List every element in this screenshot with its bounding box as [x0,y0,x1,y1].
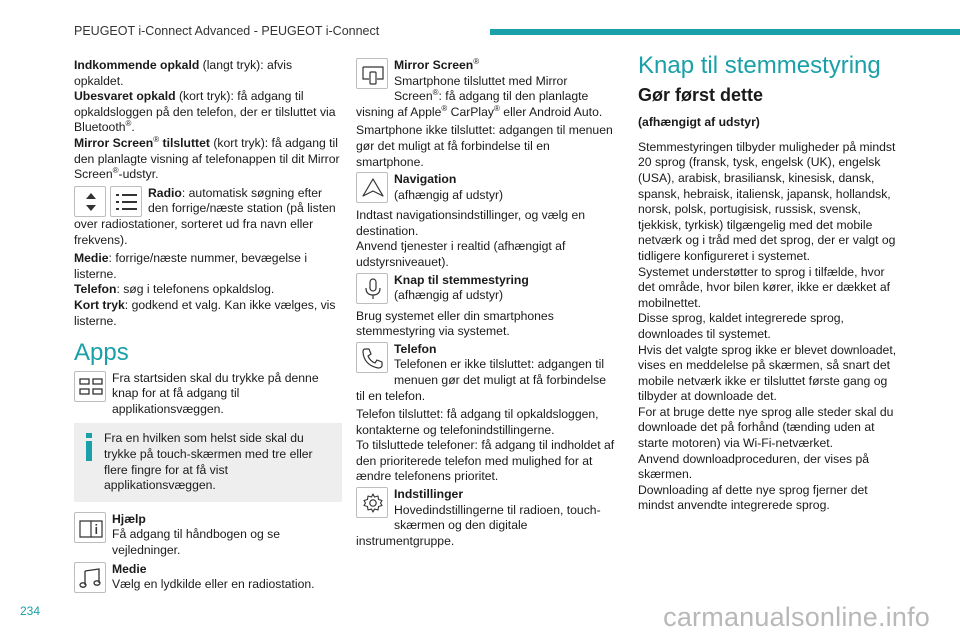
music-note-icon [74,562,106,593]
mirror-screen-block [356,58,618,120]
mirror-p1 [356,74,602,119]
mirror-screen-title: Mirror Screen [394,58,474,72]
incoming-call-label: Indkommende opkald [74,58,200,72]
registered-mark: ® [494,103,500,113]
column-left [74,58,342,598]
mirror-label: Mirror Screen [74,135,154,150]
apps-text: Fra startsiden skal du trykke på denne knap for at få adgang til applikationsvæggen. [112,370,319,416]
help-text: Få adgang til håndbogen og se vejledninger. [112,527,281,558]
paragraph-2: Systemet understøtter to sprog i tilfælde, hvor det område, hvor bilen kører, ikke er dækket af mobilnettet. [638,264,890,310]
registered-mark: ® [112,166,119,176]
mirror-p2: Smartphone ikke tilsluttet: adgangen til menuen gør det muligt at få forbindelse til en smartphone. [356,123,613,169]
help-title: Hjælp [112,511,146,526]
phone-handset-icon [356,342,388,373]
info-icon [86,433,92,461]
mirror-label-connected: tilsluttet [159,135,210,150]
registered-mark: ® [473,58,480,66]
up-down-arrows-icon [74,186,106,217]
equipment-note: (afhængigt af udstyr) [638,115,760,130]
mirror-connected-text: (kort tryk): få adgang til den planlagte visning af telefonappen til dit Mirror Screen [74,135,340,182]
settings-block [356,487,618,549]
telefon-block [356,342,618,404]
navigation-title: Navigation [394,172,457,187]
paragraph-short-press [74,298,342,329]
help-block [74,512,342,559]
short-press-label: Kort tryk [74,297,125,312]
mirror-screen-icon [356,58,388,89]
nav-title-line [356,172,618,203]
missed-call-text: (kort tryk): få adgang til opkaldsloggen på den telefon, der er tilsluttet via Bluetooth [74,89,336,135]
mirror-p1-a: Smartphone tilsluttet med Mirror Screen [394,73,568,104]
column-right [638,52,900,514]
paragraph-missed-call [74,89,342,136]
mirror-title-line [356,58,618,74]
registered-mark: ® [441,103,448,113]
medie-title: Medie [112,561,147,576]
media-text: : forrige/næste nummer, bevægelse i listerne. [74,251,308,281]
medie-block [74,562,342,595]
voice-block [356,273,618,306]
help-paragraph [74,512,342,559]
navigation-subtitle: (afhængig af udstyr) [394,187,504,202]
phone-text: : søg i telefonens opkaldslog. [116,282,275,297]
page-header-title: PEUGEOT i-Connect Advanced - PEUGEOT i-Connect [74,24,380,38]
radio-text: : automatisk søgning efter den forrige/næste station (på listen over radiostationer, sorteret ud fra navn eller frekvens). [74,185,336,247]
header-accent-bar [490,29,960,35]
telefon-title: Telefon [394,341,437,356]
book-help-icon [74,512,106,543]
paragraph-incoming-call [74,58,342,89]
media-label: Medie [74,251,109,266]
medie-paragraph [74,562,342,593]
radio-label: Radio [148,185,182,200]
incoming-call-text: (langt tryk): afvis opkaldet. [74,58,293,88]
paragraph-phone [74,282,342,298]
mirror-p1-d: eller Android Auto. [499,104,603,119]
section-title: Knap til stemmestyring [638,52,881,79]
short-press-text: : godkend et valg. Kan ikke vælges, vis listerne. [74,297,336,328]
microphone-icon [356,273,388,304]
watermark: carmanualsonline.info [663,602,930,632]
registered-mark: ® [125,119,132,129]
info-text: Fra en hvilken som helst side skal du trykke på touch-skærmen med tre eller flere fingre for at få vist applikationsvæggen. [104,431,313,493]
phone-label: Telefon [74,282,117,297]
medie-text: Vælg en lydkilde eller en radiostation. [112,577,315,592]
paragraph-6: Anvend downloadproceduren, der vises på skærmen. [638,451,870,482]
gear-icon [356,487,388,518]
paragraph-mirror-connected [74,136,342,183]
telefon-p2: Telefon tilsluttet: få adgang til opkaldsloggen, kontakterne og telefonindstillingerne. [356,407,599,437]
missed-call-label: Ubesvaret opkald [74,89,176,104]
apps-heading: Apps [74,339,129,367]
voice-p1: Brug systemet eller din smartphones stemmestyring via systemet. [356,308,554,339]
navigation-block [356,172,618,205]
voice-title-line [356,273,618,304]
telefon-title-line [356,342,618,404]
settings-title-line [356,487,618,549]
apps-grid-icon [74,371,106,402]
telefon-p1: Telefonen er ikke tilsluttet: adgangen til menuen gør det muligt at få forbindelse til en telefon. [356,357,607,403]
paragraph-4: Hvis det valgte sprog ikke er blevet downloadet, vises en meddelelse på skærmen, så snart det mobile netværk ikke er tilsluttet første gang og tilbyder at downloade det. [638,342,897,404]
nav-p1: Indtast navigationsindstillinger, og vælg en destination. [356,208,585,238]
column-middle [356,58,618,552]
apps-block [74,371,342,418]
registered-mark: ® [432,88,439,98]
voice-subtitle: (afhængig af udstyr) [394,288,504,303]
settings-title: Indstillinger [394,487,464,502]
paragraph-1: Stemmestyringen tilbyder muligheder på mindst 20 sprog (fransk, tysk, engelsk (UK), engelsk (USA), arabisk, brasiliansk, kinesisk, dansk, spansk, hebraisk, italiensk, japansk, hollandsk, norsk, polsk, portugisisk, russisk, svensk, tjekkisk, tyrkisk) tilgængelig med det mobile netværk og i tråd med det sprog, der er valgt og tidligere konfigureret i systemet. [638,139,896,263]
telefon-p3: To tilsluttede telefoner: få adgang til indholdet af den prioriterede telefon med mulighed for at ændre telefonens prioritet. [356,438,615,484]
navigation-arrow-icon [356,172,388,203]
registered-mark: ® [153,134,160,144]
paragraph-media [74,251,342,282]
paragraph-3: Disse sprog, kaldet integrerede sprog, downloades til systemet. [638,311,844,341]
mirror-p1-b: : få adgang til den planlagte visning af Apple [356,89,589,119]
voice-title: Knap til stemmestyring [394,272,529,287]
missed-call-end: . [131,120,135,135]
section-subtitle: Gør først dette [638,84,764,105]
page-number: 234 [20,604,41,618]
nav-p2: Anvend tjenester i realtid (afhængigt af udstyrsniveauet). [356,239,566,269]
settings-p1: Hovedindstillingerne til radioen, touch-skærmen og den digitale instrumentgruppe. [356,502,601,548]
info-box [74,423,342,501]
mirror-connected-end: -udstyr. [118,167,159,182]
paragraph-7: Downloading af dette nye sprog fjerner det mindst anvendte integrerede sprog. [638,482,868,513]
radio-block [74,186,342,248]
paragraph-5: For at bruge dette nye sprog alle steder skal du downloade det på forhånd (tænding uden at starte motoren) via Wi-Fi-netværket. [638,404,894,451]
list-icon [110,186,142,217]
mirror-p1-c: CarPlay [447,104,495,119]
